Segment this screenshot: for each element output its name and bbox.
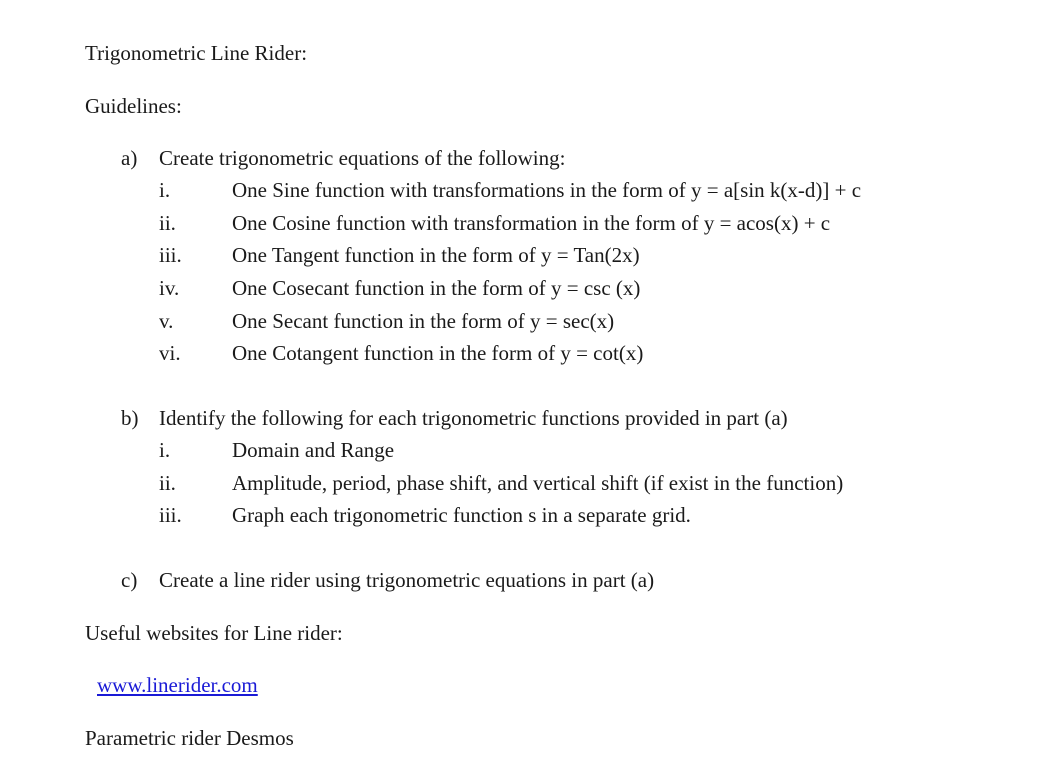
list-item-text: Amplitude, period, phase shift, and vertical shift (if exist in the function)	[232, 471, 844, 495]
list-item-number: iii.	[159, 243, 182, 267]
guidelines-heading: Guidelines:	[85, 94, 182, 118]
list-item-text: One Tangent function in the form of y = Tan(2x)	[232, 243, 640, 267]
section-a-text: Create trigonometric equations of the following:	[159, 146, 566, 170]
list-item-text: Graph each trigonometric function s in a separate grid.	[232, 503, 691, 527]
list-item-number: v.	[159, 309, 174, 333]
document-title: Trigonometric Line Rider:	[85, 41, 308, 65]
section-a-marker: a)	[121, 146, 138, 170]
section-b-marker: b)	[121, 406, 139, 430]
list-item-number: iii.	[159, 503, 182, 527]
list-item-number: i.	[159, 178, 171, 202]
useful-websites-heading: Useful websites for Line rider:	[85, 621, 343, 645]
list-item-number: ii.	[159, 211, 176, 235]
parametric-rider-text: Parametric rider Desmos	[85, 726, 294, 750]
list-item-number: i.	[159, 438, 171, 462]
linerider-link[interactable]: www.linerider.com	[97, 673, 258, 697]
list-item-text: One Cosecant function in the form of y = csc (x)	[232, 276, 641, 300]
list-item-number: vi.	[159, 341, 181, 365]
section-c-text: Create a line rider using trigonometric equations in part (a)	[159, 568, 655, 592]
list-item-text: One Cotangent function in the form of y = cot(x)	[232, 341, 644, 365]
section-c-marker: c)	[121, 568, 138, 592]
list-item-text: One Cosine function with transformation in the form of y = acos(x) + c	[232, 211, 831, 235]
list-item-number: ii.	[159, 471, 176, 495]
list-item-text: One Sine function with transformations in the form of y = a[sin k(x-d)] + c	[232, 178, 862, 202]
list-item-number: iv.	[159, 276, 180, 300]
list-item-text: One Secant function in the form of y = sec(x)	[232, 309, 615, 333]
list-item-text: Domain and Range	[232, 438, 395, 462]
section-b-text: Identify the following for each trigonometric functions provided in part (a)	[159, 406, 788, 430]
